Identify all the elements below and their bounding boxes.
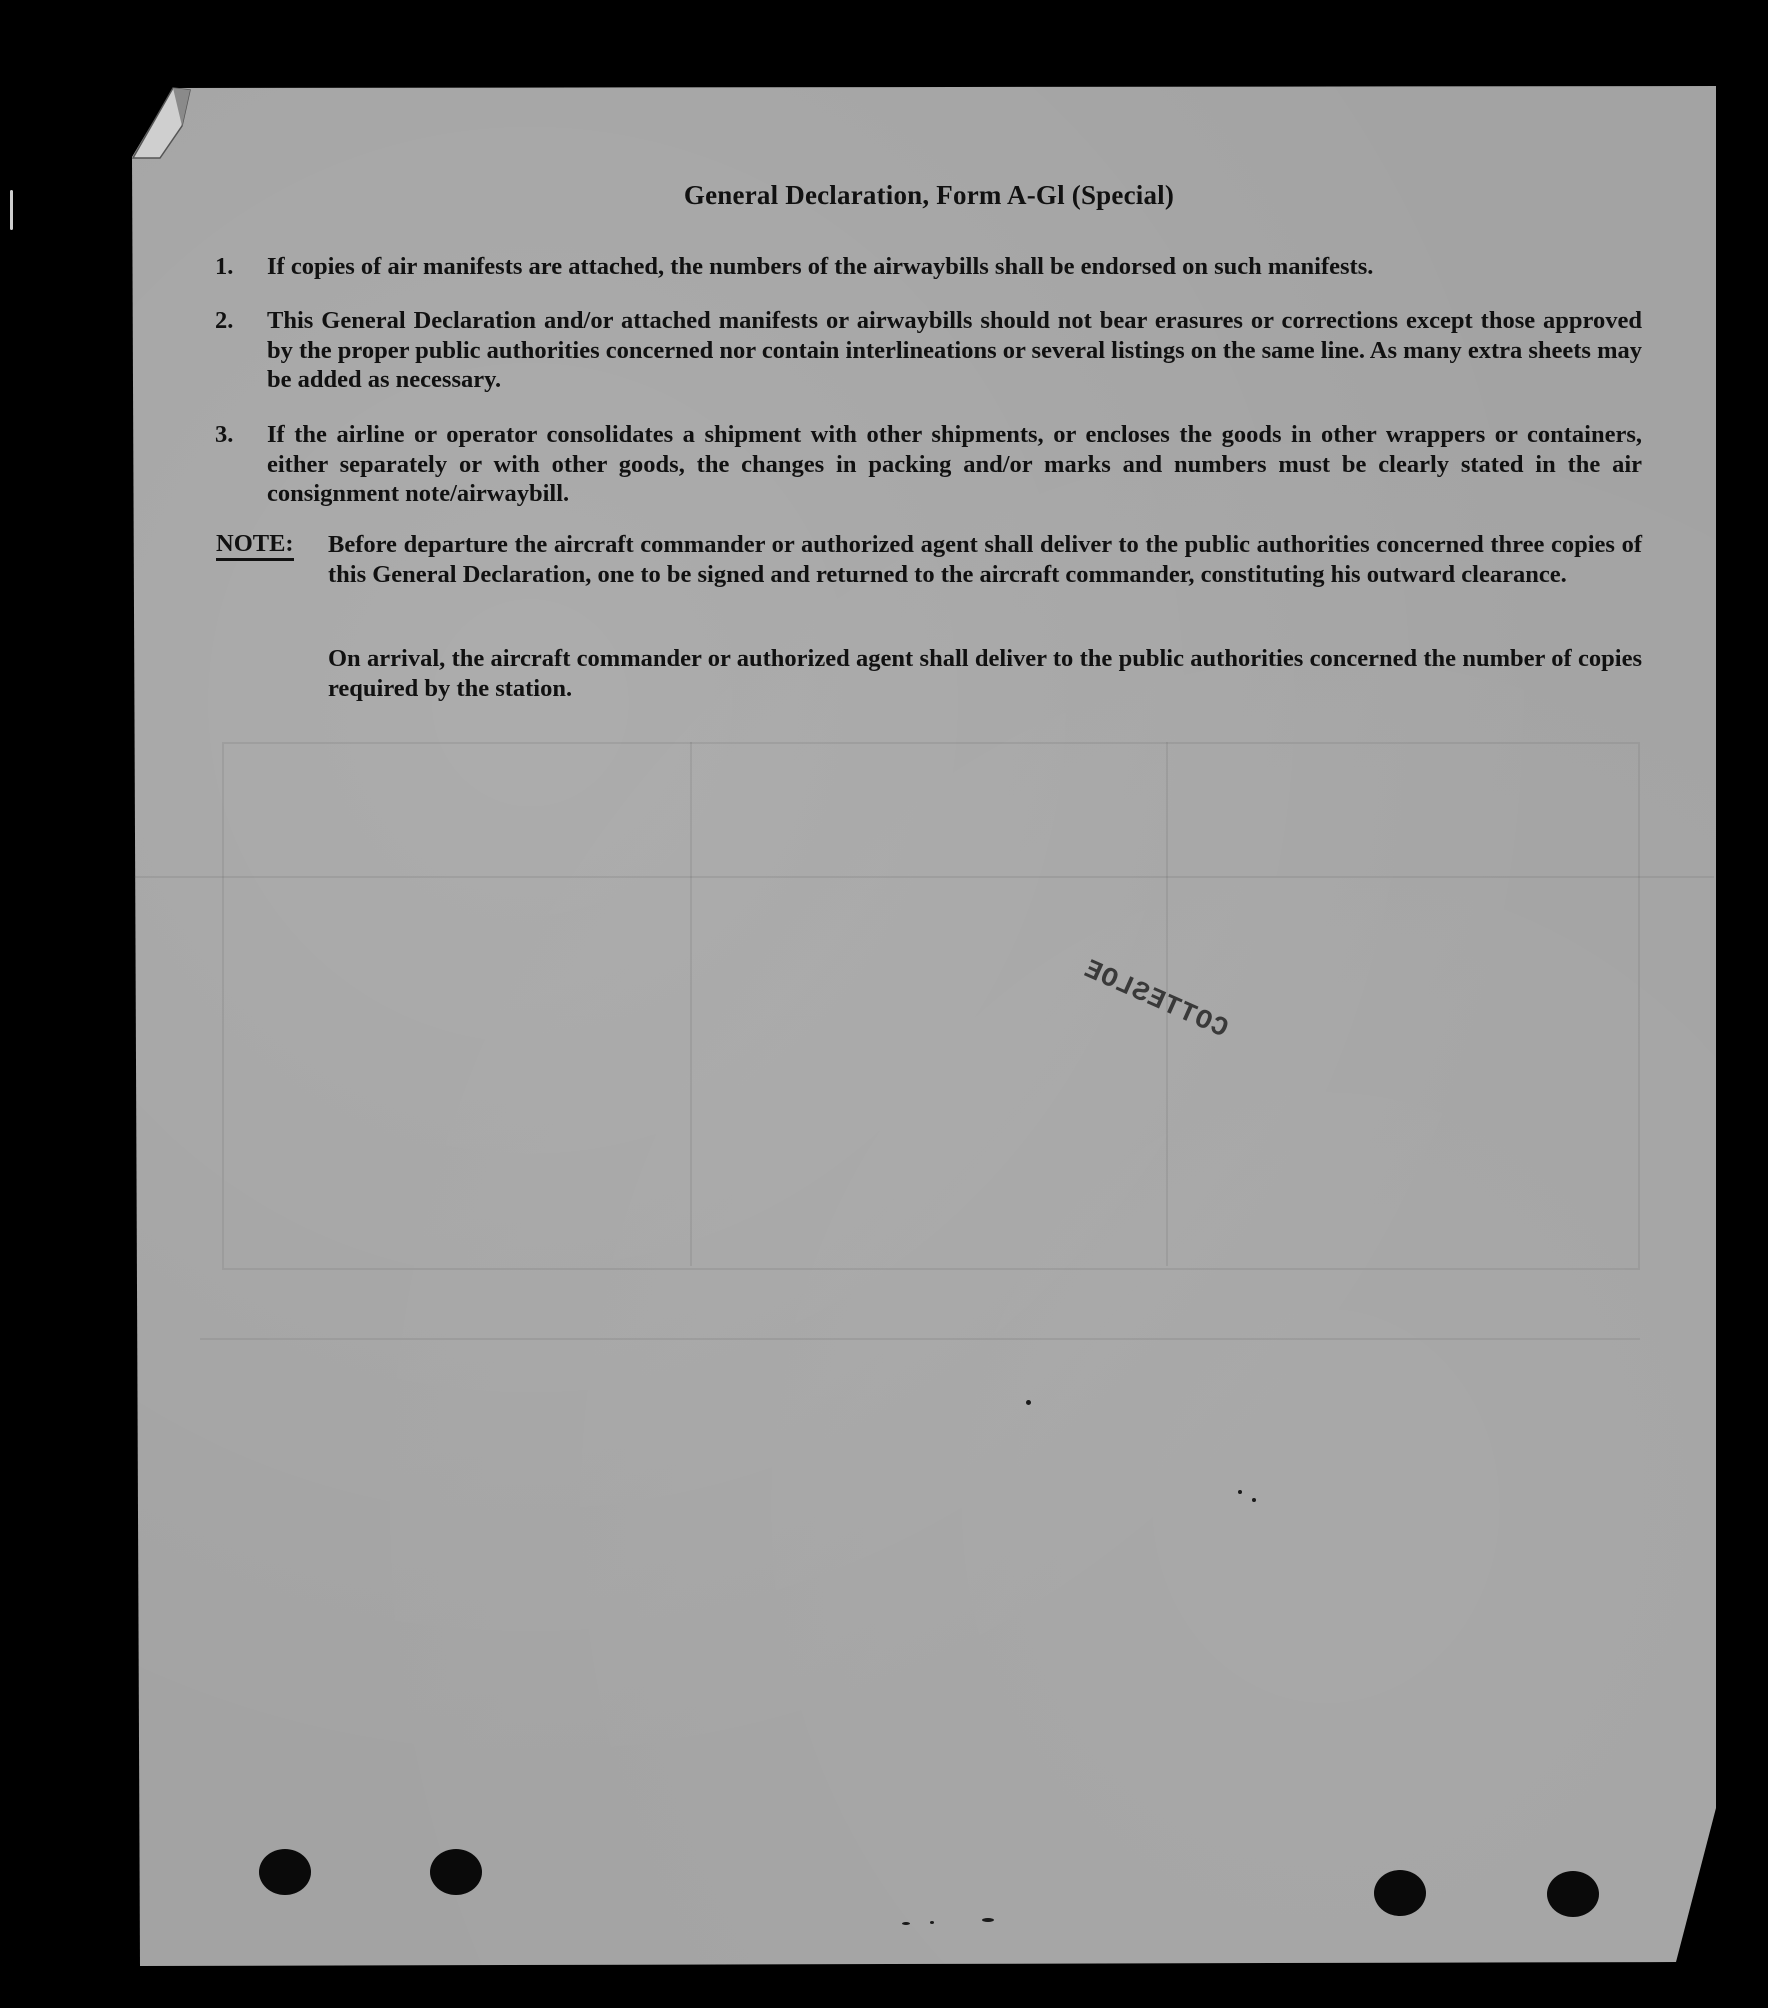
instruction-item-2: [215, 306, 1642, 395]
note-label: NOTE:: [216, 530, 294, 561]
item-number: 2.: [215, 307, 234, 334]
note-block: [216, 530, 1642, 589]
punch-hole: [1374, 1870, 1426, 1916]
scan-speck: [982, 1918, 994, 1922]
punch-hole: [259, 1849, 311, 1895]
scan-speck: [10, 190, 13, 230]
item-text: If the airline or operator consolidates a shipment with other shipments, or encloses the goods in other wrappers or containers, either separately or with other goods, the changes in packing and/or marks and numbers must be clearly stated in the air consignment note/airwaybill.: [267, 421, 1642, 507]
item-number: 3.: [215, 421, 234, 448]
scan-speck: [1252, 1498, 1256, 1502]
punch-hole: [430, 1849, 482, 1895]
scan-speck: [1238, 1490, 1242, 1494]
note-paragraph-2: On arrival, the aircraft commander or authorized agent shall deliver to the public authorities concerned the number of copies required by the station.: [328, 645, 1642, 702]
scan-speck: [1026, 1400, 1031, 1405]
instruction-item-1: [215, 252, 1642, 282]
scan-speck: [930, 1921, 934, 1924]
item-text: This General Declaration and/or attached manifests or airwaybills should not bear erasures or corrections except those approved by the proper public authorities concerned nor contain interlineations or several listings on the same line. As many extra sheets may be added as necessary.: [267, 307, 1642, 393]
item-text: If copies of air manifests are attached, the numbers of the airwaybills shall be endorsed on such manifests.: [267, 253, 1374, 280]
rubber-stamp: COTTESLOE: [1078, 955, 1232, 1046]
form-title: General Declaration, Form A-Gl (Special): [683, 180, 1175, 210]
scan-speck: [902, 1922, 910, 1925]
note-paragraph-1: Before departure the aircraft commander or authorized agent shall deliver to the public authorities concerned three copies of this General Declaration, one to be signed and returned to the aircraft commander, constituting his outward clearance.: [328, 531, 1642, 588]
item-number: 1.: [215, 253, 234, 280]
instruction-item-3: [215, 420, 1642, 509]
punch-hole: [1547, 1871, 1599, 1917]
